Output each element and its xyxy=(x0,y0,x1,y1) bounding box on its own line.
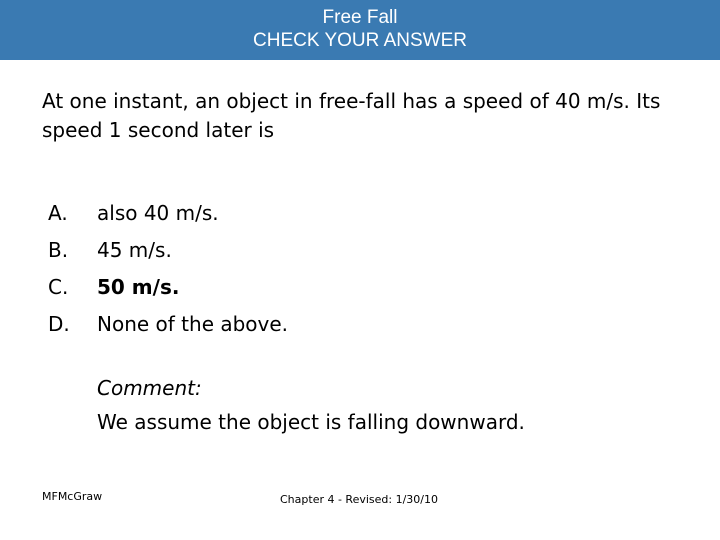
choice-text: 45 m/s. xyxy=(97,238,172,262)
choice-text: None of the above. xyxy=(97,312,289,336)
choice-letter: B. xyxy=(48,238,69,262)
comment-text: We assume the object is falling downward. xyxy=(97,410,525,434)
comment-label: Comment: xyxy=(97,376,202,400)
choice-text: also 40 m/s. xyxy=(97,201,219,225)
slide-header xyxy=(0,0,720,60)
choice-text: 50 m/s. xyxy=(97,275,180,299)
choice-letter: C. xyxy=(48,275,69,299)
choice-letter: A. xyxy=(48,201,68,225)
slide-title-line2: CHECK YOUR ANSWER xyxy=(253,30,467,51)
choice-letter: D. xyxy=(48,312,70,336)
comment-block xyxy=(97,371,525,439)
question-text: At one instant, an object in free-fall has a speed of 40 m/s. Its speed 1 second later is xyxy=(42,89,661,142)
footer-chapter-info: Chapter 4 - Revised: 1/30/10 xyxy=(280,493,439,506)
footer-author: MFMcGraw xyxy=(42,490,103,503)
slide-title-line1: Free Fall xyxy=(322,7,398,28)
